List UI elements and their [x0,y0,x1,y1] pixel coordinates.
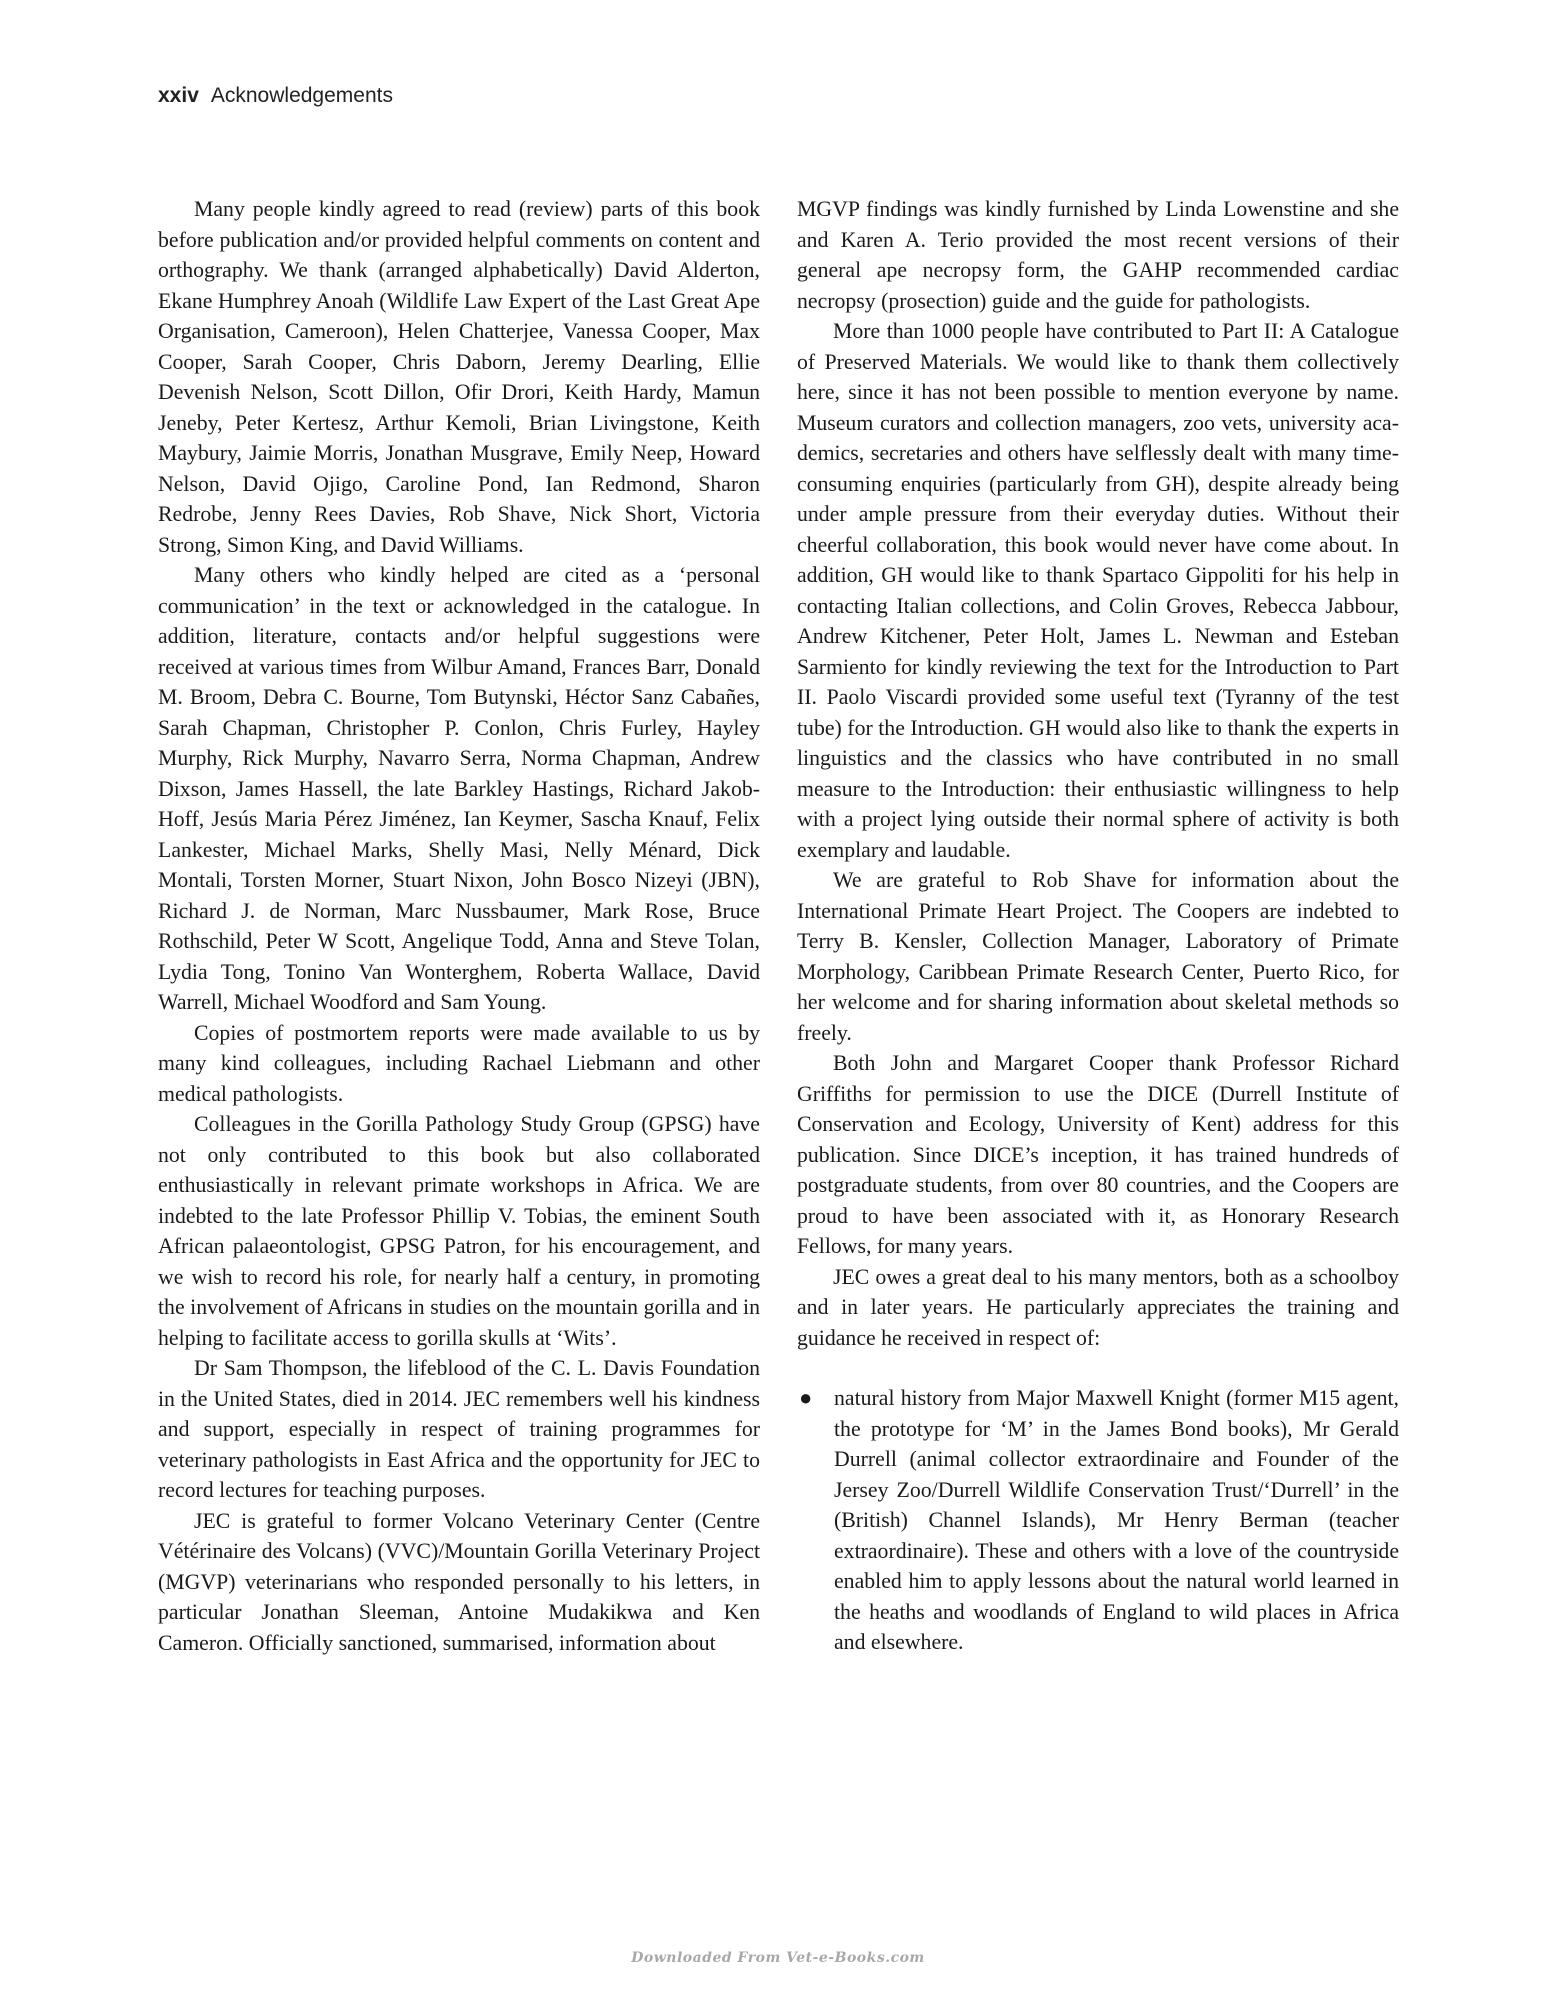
paragraph-gpsg: Colleagues in the Gorilla Pathology Study Group (GPSG) have not only contributed to this book but also collaborated enthusiastically in relevant primate workshops in Africa. We are indebted to the late Professor Phillip V. Tobias, the eminent South African palaeontologist, GPSG Patron, for his encouragement, and we wish to record his role, for nearly half a century, in promoting the involvement of Africans in studies on the mountain gorilla and in helping to facilitate access to gorilla skulls at ‘Wits’. [158,1112,760,1350]
running-title: Acknowledgements [210,84,393,107]
mentor-list [797,1383,1399,1658]
list-item [797,1383,1399,1658]
list-item-text: natural history from Major Maxwell Knight (former M15 agent, the prototype for ‘M’ in the James Bond books), Mr Gerald Durrell (animal collector extraordinaire and Founder of the Jersey Zoo/Durrell Wildlife Conservation Trust/‘Durrell’ in the (British) Channel Islands), Mr Henry Berman (teacher extraordinaire). These and others with a love of the countryside enabled him to apply lessons about the natural world learned in the heaths and woodlands of England to wild places in Africa and elsewhere. [834,1386,1399,1654]
paragraph-postmortem-reports: Copies of postmortem reports were made available to us by many kind colleagues, including Rachael Liebmann and other medical pathologists. [158,1020,760,1106]
right-column [797,194,1399,1658]
paragraph-dice: Both John and Margaret Cooper thank Professor Richard Griffiths for permission to use the DICE (Durrell Institute of Conservation and Ecology, University of Kent) address for this publication. Since DICE’s inception, it has trained hundreds of postgraduate students, from over 80 countries, and the Coopers are proud to have been associated with it, as Honorary Research Fellows, for many years. [797,1051,1399,1258]
paragraph-vvc-mgvp: JEC is grateful to former Volcano Veterinary Center (Centre Vétérinaire des Volcans) (VVC)/Mountain Gorilla Veterinary Project (MGVP) veterinarians who responded personally to his letters, in particular Jonathan Sleeman, Antoine Mudakikwa and Ken Cameron. Officially sanctioned, summarised, information about [158,1508,760,1655]
left-column [158,194,760,1658]
page-number: xxiv [158,84,199,107]
paragraph-catalogue-contributors: More than 1000 people have contributed to Part II: A Catalogue of Preserved Materials. We would like to thank them collectively here, since it has not been possible to mention everyone by name. Museum curators and collection managers, zoo vets, university academics, secretaries and others have selflessly dealt with many time-consuming enquiries (particularly from GH), despite already being under ample pressure from their everyday duties. Without their cheerful collaboration, this book would never have come about. In addition, GH would like to thank Spartaco Gippoliti for his help in contacting Italian collections, and Colin Groves, Rebecca Jabbour, Andrew Kitchener, Peter Holt, James L. Newman and Esteban Sarmiento for kindly reviewing the text for the Introduction to Part II. Paolo Viscardi provided some useful text (Tyranny of the test tube) for the Introduction. GH would also like to thank the experts in linguistics and the classics who have contributed in no small measure to the Introduction: their enthusiastic willingness to help with a project lying outside their normal sphere of activity is both exemplary and laudable. [797,319,1399,862]
paragraph-reviewers: Many people kindly agreed to read (review) parts of this book before publication and/or provided helpful comments on content and orthography. We thank (arranged alphabetically) David Alderton, Ekane Humphrey Anoah (Wildlife Law Expert of the Last Great Ape Organisation, Cameroon), Helen Chatterjee, Vanessa Cooper, Max Cooper, Sarah Cooper, Chris Daborn, Jeremy Dearling, Ellie Devenish Nelson, Scott Dillon, Ofir Drori, Keith Hardy, Mamun Jeneby, Peter Kertesz, Arthur Kemoli, Brian Livingstone, Keith Maybury, Jaimie Morris, Jonathan Musgrave, Emily Neep, Howard Nelson, David Ojigo, Caroline Pond, Ian Redmond, Sharon Redrobe, Jenny Rees Davies, Rob Shave, Nick Short, Victoria Strong, Simon King, and David Williams. [158,197,760,557]
paragraph-primate-heart-project: We are grateful to Rob Shave for information about the International Primate Heart Project. The Coopers are indebted to Terry B. Kensler, Collection Manager, Laboratory of Primate Morphology, Caribbean Primate Research Center, Puerto Rico, for her welcome and for sharing information about skeletal methods so freely. [797,868,1399,1045]
paragraph-mentors: JEC owes a great deal to his many mentors, both as a schoolboy and in later years. He particularly appreciates the training and guidance he received in respect of: [797,1264,1399,1350]
paragraph-personal-communication: Many others who kindly helped are cited as a ‘personal communication’ in the text or acknowledged in the catalogue. In addition, literature, contacts and/or helpful suggestions were received at various times from Wilbur Amand, Frances Barr, Donald M. Broom, Debra C. Bourne, Tom Butynski, Héctor Sanz Cabañes, Sarah Chapman, Christopher P. Conlon, Chris Furley, Hayley Murphy, Rick Murphy, Navarro Serra, Norma Chapman, Andrew Dixson, James Hassell, the late Barkley Hastings, Richard Jakob-Hoff, Jesús Maria Pérez Jiménez, Ian Keymer, Sascha Knauf, Felix Lankester, Michael Marks, Shelly Masi, Nelly Ménard, Dick Montali, Torsten Morner, Stuart Nixon, John Bosco Nizeyi (JBN), Richard J. de Norman, Marc Nussbaumer, Mark Rose, Bruce Rothschild, Peter W Scott, Angelique Todd, Anna and Steve Tolan, Lydia Tong, Tonino Van Wonterghem, Roberta Wallace, David Warrell, Michael Woodford and Sam Young. [158,563,760,1014]
paragraph-mgvp-continued: MGVP findings was kindly furnished by Linda Lowenstine and she and Karen A. Terio provided the most recent versions of their general ape necropsy form, the GAHP recommended cardiac necropsy (prosection) guide and the guide for pathologists. [797,197,1399,313]
paragraph-sam-thompson: Dr Sam Thompson, the lifeblood of the C. L. Davis Foundation in the United States, died in 2014. JEC remembers well his kindness and support, especially in respect of training programmes for veterinary pathologists in East Africa and the opportunity for JEC to record lectures for teaching purposes. [158,1356,760,1502]
download-watermark: Downloaded From Vet-e-Books.com [631,1950,925,1966]
bullet-icon: ● [799,1385,813,1410]
running-header [158,84,393,108]
